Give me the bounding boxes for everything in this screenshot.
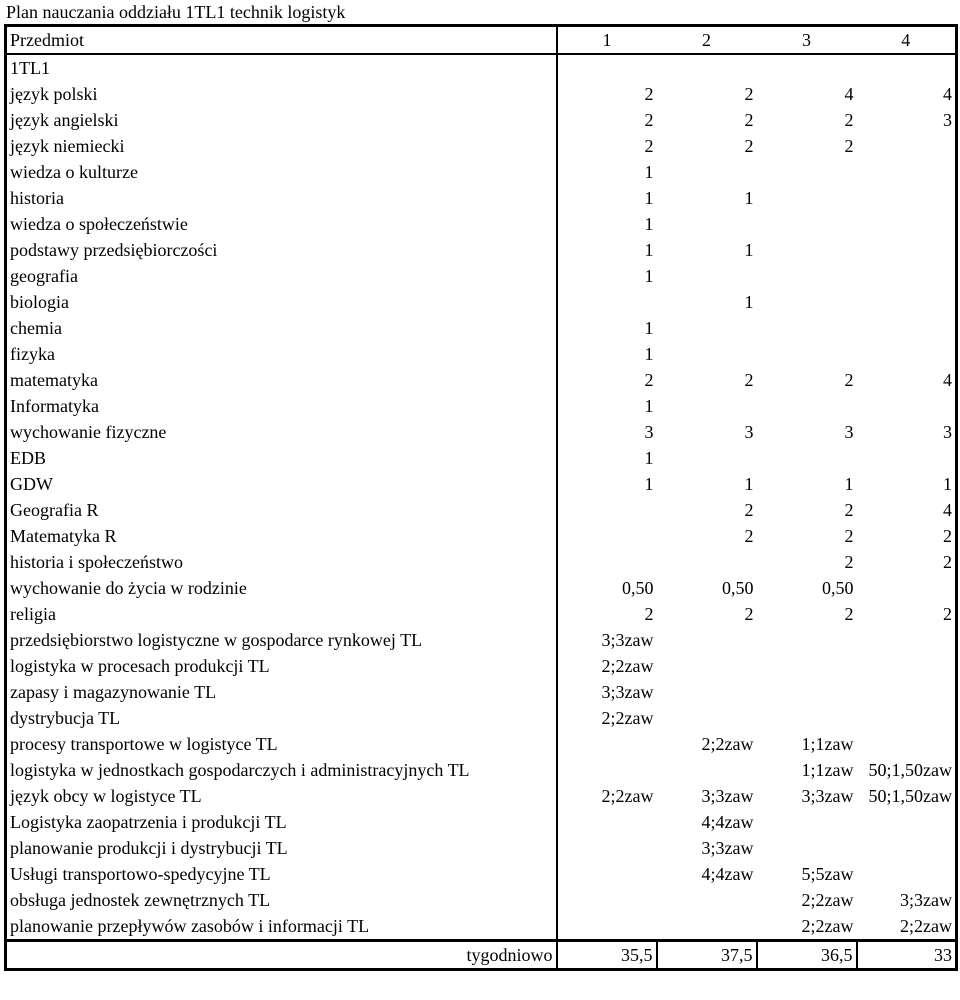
class-label-row [6,54,957,81]
document-title: Plan nauczania oddziału 1TL1 technik logistyk [6,2,346,22]
table-row [6,211,957,237]
hours-year-4 [857,185,957,211]
hours-year-1: 2 [557,81,657,107]
subject-name: Matematyka R [10,526,117,546]
subject-name: biologia [10,292,69,312]
curriculum-table [4,24,958,971]
hours-year-2 [657,653,757,679]
hours-year-1: 1 [557,445,657,471]
hours-year-1: 2 [557,107,657,133]
hours-year-2 [657,341,757,367]
hours-year-2: 3;3zaw [701,838,754,858]
hours-year-2: 3 [744,422,754,442]
hours-year-4 [857,341,957,367]
hours-year-1 [557,523,657,549]
hours-year-1 [557,809,657,835]
hours-year-2: 4;4zaw [701,812,754,832]
hours-year-2: 1 [744,188,754,208]
hours-year-1: 0,50 [557,575,657,601]
table-row [6,913,957,941]
hours-year-4 [857,679,957,705]
hours-year-1: 1 [557,341,657,367]
hours-year-4 [857,237,957,263]
hours-year-4 [857,731,957,757]
subject-name: wychowanie fizyczne [10,422,167,442]
hours-year-3: 4 [844,84,854,104]
weekly-total-label: tygodniowo [6,941,557,970]
hours-year-3: 1;1zaw [801,734,854,754]
total-year-4: 33 [857,941,957,970]
hours-year-2 [657,445,757,471]
subject-name: matematyka [10,370,98,390]
hours-year-3 [757,835,857,861]
hours-year-2: 2 [744,110,754,130]
subject-name: EDB [10,448,46,468]
hours-year-2: 2 [744,500,754,520]
hours-year-3 [757,315,857,341]
subject-name: GDW [10,474,53,494]
hours-year-4: 2 [943,552,952,572]
hours-year-4: 3;3zaw [900,890,952,910]
table-row [6,289,957,315]
subject-name: procesy transportowe w logistyce TL [10,734,278,754]
hours-year-4: 50;1,50zaw [868,786,952,806]
table-row [6,445,957,471]
hours-year-2: 1 [744,240,754,260]
hours-year-1: 2;2zaw [557,705,657,731]
subject-name: historia i społeczeństwo [10,552,183,572]
hours-year-1: 3;3zaw [557,627,657,653]
hours-year-1 [557,731,657,757]
table-row [6,497,957,523]
subject-name: Usługi transportowo-spedycyjne TL [10,864,271,884]
hours-year-4 [857,809,957,835]
hours-year-2 [657,549,757,575]
subject-name: planowanie przepływów zasobów i informacji TL [10,916,370,936]
hours-year-3: 5;5zaw [801,864,854,884]
table-row [6,81,957,107]
hours-year-2: 2 [744,526,754,546]
hours-year-1 [557,549,657,575]
hours-year-2 [657,159,757,185]
subject-name: Geografia R [10,500,99,520]
hours-year-3 [757,627,857,653]
hours-year-3 [757,237,857,263]
table-row [6,731,957,757]
hours-year-2: 2 [744,604,754,624]
hours-year-4 [857,159,957,185]
hours-year-4: 4 [943,370,952,390]
hours-year-3 [757,185,857,211]
table-header-row [6,26,957,55]
table-row [6,315,957,341]
hours-year-2 [657,913,757,941]
header-year-1: 1 [557,26,657,55]
hours-year-4: 3 [943,110,952,130]
hours-year-4 [857,133,957,159]
hours-year-3 [757,159,857,185]
hours-year-4: 2 [943,604,952,624]
hours-year-4 [857,627,957,653]
table-row [6,133,957,159]
subject-name: język niemiecki [10,136,125,156]
hours-year-2 [657,679,757,705]
subject-name: język angielski [10,110,119,130]
subject-name: logistyka w procesach produkcji TL [10,656,270,676]
hours-year-3 [757,705,857,731]
hours-year-3: 1 [844,474,854,494]
table-row [6,653,957,679]
hours-year-3 [757,393,857,419]
hours-year-3: 2 [844,370,854,390]
hours-year-3: 2 [844,500,854,520]
hours-year-2: 2;2zaw [701,734,754,754]
subject-name: historia [10,188,64,208]
hours-year-4 [857,705,957,731]
hours-year-1: 1 [557,185,657,211]
hours-year-2 [657,315,757,341]
header-year-3: 3 [757,26,857,55]
hours-year-2 [657,393,757,419]
hours-year-3: 2 [844,604,854,624]
table-row [6,575,957,601]
table-row [6,549,957,575]
hours-year-2: 0,50 [722,578,754,598]
hours-year-2: 2 [744,136,754,156]
total-year-3: 36,5 [757,941,857,970]
hours-year-4 [857,289,957,315]
hours-year-1: 1 [557,159,657,185]
hours-year-2: 2 [744,84,754,104]
subject-name: wychowanie do życia w rodzinie [10,578,247,598]
hours-year-3 [757,445,857,471]
hours-year-2: 4;4zaw [701,864,754,884]
hours-year-3: 2 [844,526,854,546]
hours-year-1 [557,497,657,523]
hours-year-2 [657,627,757,653]
hours-year-4 [857,575,957,601]
subject-name: język obcy w logistyce TL [10,786,202,806]
hours-year-2 [657,263,757,289]
header-subject: Przedmiot [6,26,557,55]
subject-name: planowanie produkcji i dystrybucji TL [10,838,288,858]
hours-year-2 [657,705,757,731]
hours-year-3 [757,289,857,315]
hours-year-3: 2 [844,110,854,130]
hours-year-1: 1 [557,471,657,497]
hours-year-3 [757,679,857,705]
class-label: 1TL1 [10,58,50,78]
hours-year-2: 1 [744,292,754,312]
table-row [6,341,957,367]
subject-name: Logistyka zaopatrzenia i produkcji TL [10,812,287,832]
hours-year-2: 3;3zaw [701,786,754,806]
hours-year-2: 1 [744,474,754,494]
hours-year-1 [557,861,657,887]
hours-year-1: 1 [557,393,657,419]
hours-year-3: 2 [844,552,854,572]
hours-year-4: 50;1,50zaw [868,760,952,780]
hours-year-4: 4 [943,84,952,104]
table-row [6,783,957,809]
hours-year-2 [657,211,757,237]
subject-name: religia [10,604,56,624]
hours-year-3: 2;2zaw [801,890,854,910]
table-row [6,159,957,185]
hours-year-3 [757,809,857,835]
hours-year-4: 2;2zaw [900,916,952,936]
hours-year-4: 4 [943,500,952,520]
hours-year-3: 2;2zaw [801,916,854,936]
subject-name: Informatyka [10,396,99,416]
hours-year-4 [857,315,957,341]
hours-year-2: 2 [744,370,754,390]
hours-year-3: 3;3zaw [801,786,854,806]
table-row [6,627,957,653]
subject-name: wiedza o kulturze [10,162,138,182]
hours-year-3: 0,50 [822,578,854,598]
subject-name: obsługa jednostek zewnętrznych TL [10,890,271,910]
table-row [6,393,957,419]
hours-year-4 [857,393,957,419]
subject-name: język polski [10,84,98,104]
hours-year-1: 3 [557,419,657,445]
hours-year-3: 2 [844,136,854,156]
table-row [6,861,957,887]
table-row [6,705,957,731]
hours-year-1 [557,289,657,315]
hours-year-1: 2;2zaw [557,653,657,679]
header-year-2: 2 [657,26,757,55]
weekly-total-row [6,941,957,970]
hours-year-1: 1 [557,237,657,263]
subject-name: wiedza o społeczeństwie [10,214,188,234]
hours-year-3 [757,211,857,237]
table-row [6,809,957,835]
table-row [6,757,957,783]
header-year-4: 4 [857,26,957,55]
subject-name: fizyka [10,344,55,364]
hours-year-2 [657,757,757,783]
hours-year-3 [757,263,857,289]
hours-year-3 [757,341,857,367]
hours-year-1: 3;3zaw [557,679,657,705]
hours-year-4: 2 [943,526,952,546]
hours-year-2 [657,887,757,913]
table-row [6,237,957,263]
hours-year-4 [857,445,957,471]
hours-year-4: 1 [943,474,952,494]
hours-year-1: 1 [557,263,657,289]
total-year-2: 37,5 [657,941,757,970]
subject-name: dystrybucja TL [10,708,121,728]
hours-year-4 [857,653,957,679]
table-row [6,471,957,497]
hours-year-1 [557,835,657,861]
hours-year-3: 1;1zaw [801,760,854,780]
hours-year-1: 1 [557,315,657,341]
hours-year-1: 2 [557,601,657,627]
hours-year-1 [557,913,657,941]
hours-year-4: 3 [943,422,952,442]
table-row [6,523,957,549]
hours-year-1: 2 [557,133,657,159]
hours-year-1: 1 [557,211,657,237]
hours-year-1 [557,887,657,913]
subject-name: zapasy i magazynowanie TL [10,682,217,702]
table-row [6,679,957,705]
subject-name: logistyka w jednostkach gospodarczych i administracyjnych TL [10,760,470,780]
table-row [6,107,957,133]
table-row [6,419,957,445]
table-row [6,367,957,393]
hours-year-1: 2 [557,367,657,393]
hours-year-4 [857,861,957,887]
hours-year-3: 3 [844,422,854,442]
subject-name: geografia [10,266,78,286]
table-row [6,601,957,627]
total-year-1: 35,5 [557,941,657,970]
table-row [6,835,957,861]
hours-year-1 [557,757,657,783]
hours-year-4 [857,211,957,237]
hours-year-1: 2;2zaw [557,783,657,809]
hours-year-4 [857,835,957,861]
hours-year-4 [857,263,957,289]
table-row [6,887,957,913]
table-row [6,263,957,289]
subject-name: chemia [10,318,62,338]
subject-name: przedsiębiorstwo logistyczne w gospodarce rynkowej TL [10,630,423,650]
table-row [6,185,957,211]
subject-name: podstawy przedsiębiorczości [10,240,218,260]
hours-year-3 [757,653,857,679]
